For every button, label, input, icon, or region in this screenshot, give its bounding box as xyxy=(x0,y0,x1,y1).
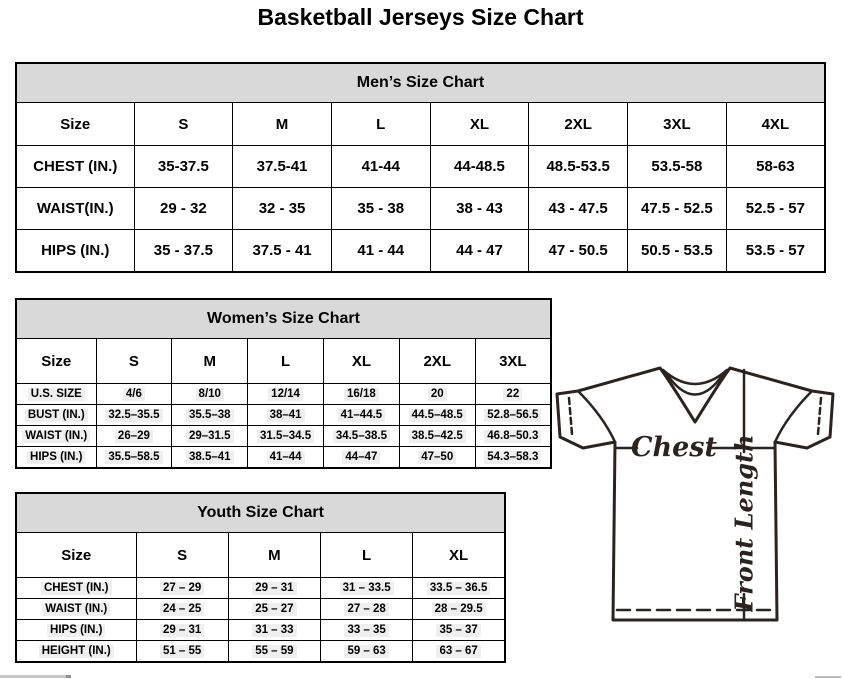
value-cell: 44–47 xyxy=(323,447,399,469)
value-cell: 27 – 29 xyxy=(136,578,228,599)
measurement-row xyxy=(16,146,825,188)
size-column-header: S xyxy=(134,103,233,146)
value-cell: 58-63 xyxy=(726,146,825,188)
value-cell: 48.5-53.5 xyxy=(529,146,628,188)
size-column-header: XL xyxy=(430,103,529,146)
size-column-header: M xyxy=(228,533,320,578)
jersey-outline-icon xyxy=(553,358,837,654)
womens-table-title-row xyxy=(16,299,551,339)
size-label-header: Size xyxy=(16,103,134,146)
row-label-cell: HEIGHT (IN.) xyxy=(16,641,136,663)
value-cell: 38 - 43 xyxy=(430,188,529,230)
value-cell: 46.8–50.3 xyxy=(475,426,551,447)
size-column-header: 2XL xyxy=(529,103,628,146)
row-label-cell: WAIST (IN.) xyxy=(16,426,96,447)
value-cell: 37.5-41 xyxy=(233,146,332,188)
value-cell: 16/18 xyxy=(323,384,399,405)
value-cell: 44 - 47 xyxy=(430,230,529,273)
size-column-header: L xyxy=(248,339,324,384)
size-column-header: M xyxy=(233,103,332,146)
mens-table-title-row xyxy=(16,63,825,103)
size-column-header: S xyxy=(96,339,172,384)
value-cell: 37.5 - 41 xyxy=(233,230,332,273)
page-title: Basketball Jerseys Size Chart xyxy=(257,4,584,30)
youth-size-table xyxy=(15,492,506,663)
value-cell: 35.5–38 xyxy=(172,405,248,426)
size-label-header: Size xyxy=(16,339,96,384)
value-cell: 50.5 - 53.5 xyxy=(628,230,727,273)
value-cell: 20 xyxy=(399,384,475,405)
value-cell: 24 – 25 xyxy=(136,599,228,620)
value-cell: 47–50 xyxy=(399,447,475,469)
value-cell: 59 – 63 xyxy=(321,641,413,663)
value-cell: 44-48.5 xyxy=(430,146,529,188)
measurement-row xyxy=(16,188,825,230)
womens-size-header-row xyxy=(16,339,551,384)
youth-size-header-row xyxy=(16,533,505,578)
size-column-header: 2XL xyxy=(399,339,475,384)
size-column-header: L xyxy=(321,533,413,578)
value-cell: 38.5–41 xyxy=(172,447,248,469)
value-cell: 29 – 31 xyxy=(228,578,320,599)
row-label-cell: CHEST (IN.) xyxy=(16,578,136,599)
value-cell: 38–41 xyxy=(248,405,324,426)
value-cell: 53.5 - 57 xyxy=(726,230,825,273)
value-cell: 54.3–58.3 xyxy=(475,447,551,469)
value-cell: 35.5–58.5 xyxy=(96,447,172,469)
value-cell: 32.5–35.5 xyxy=(96,405,172,426)
row-label-cell: HIPS (IN.) xyxy=(16,230,134,273)
value-cell: 35 - 38 xyxy=(331,188,430,230)
row-label-cell: HIPS (IN.) xyxy=(16,620,136,641)
mens-size-header-row xyxy=(16,103,825,146)
value-cell: 4/6 xyxy=(96,384,172,405)
bottom-left-scrollbar-thumb xyxy=(66,675,71,678)
row-label-cell: CHEST (IN.) xyxy=(16,146,134,188)
size-column-header: XL xyxy=(413,533,505,578)
measurement-row xyxy=(16,384,551,405)
value-cell: 35 – 37 xyxy=(413,620,505,641)
mens-table-title: Men’s Size Chart xyxy=(16,63,825,103)
size-column-header: L xyxy=(331,103,430,146)
value-cell: 32 - 35 xyxy=(233,188,332,230)
youth-table-title: Youth Size Chart xyxy=(16,493,505,533)
measurement-row xyxy=(16,426,551,447)
row-label-cell: WAIST (IN.) xyxy=(16,599,136,620)
measurement-row xyxy=(16,447,551,469)
value-cell: 22 xyxy=(475,384,551,405)
value-cell: 31.5–34.5 xyxy=(248,426,324,447)
measurement-row xyxy=(16,641,505,663)
size-column-header: XL xyxy=(323,339,399,384)
value-cell: 12/14 xyxy=(248,384,324,405)
value-cell: 29–31.5 xyxy=(172,426,248,447)
size-column-header: S xyxy=(136,533,228,578)
value-cell: 34.5–38.5 xyxy=(323,426,399,447)
measurement-row xyxy=(16,578,505,599)
size-column-header: 3XL xyxy=(628,103,727,146)
value-cell: 35 - 37.5 xyxy=(134,230,233,273)
measurement-row xyxy=(16,230,825,273)
value-cell: 35-37.5 xyxy=(134,146,233,188)
measurement-row xyxy=(16,405,551,426)
jersey-measurement-diagram xyxy=(553,358,837,654)
value-cell: 26–29 xyxy=(96,426,172,447)
value-cell: 55 – 59 xyxy=(228,641,320,663)
value-cell: 41–44 xyxy=(248,447,324,469)
value-cell: 25 – 27 xyxy=(228,599,320,620)
value-cell: 8/10 xyxy=(172,384,248,405)
value-cell: 29 – 31 xyxy=(136,620,228,641)
row-label-cell: BUST (IN.) xyxy=(16,405,96,426)
value-cell: 33 – 35 xyxy=(321,620,413,641)
value-cell: 47 - 50.5 xyxy=(529,230,628,273)
value-cell: 41–44.5 xyxy=(323,405,399,426)
size-column-header: 4XL xyxy=(726,103,825,146)
size-label-header: Size xyxy=(16,533,136,578)
value-cell: 52.5 - 57 xyxy=(726,188,825,230)
row-label-cell: HIPS (IN.) xyxy=(16,447,96,469)
value-cell: 47.5 - 52.5 xyxy=(628,188,727,230)
value-cell: 41 - 44 xyxy=(331,230,430,273)
measurement-row xyxy=(16,620,505,641)
value-cell: 27 – 28 xyxy=(321,599,413,620)
value-cell: 51 – 55 xyxy=(136,641,228,663)
value-cell: 31 – 33.5 xyxy=(321,578,413,599)
bottom-right-scrollbar-sliver xyxy=(815,676,841,678)
value-cell: 28 – 29.5 xyxy=(413,599,505,620)
size-column-header: 3XL xyxy=(475,339,551,384)
chest-measure-label: Chest xyxy=(631,432,717,463)
youth-table-title-row xyxy=(16,493,505,533)
value-cell: 52.8–56.5 xyxy=(475,405,551,426)
value-cell: 31 – 33 xyxy=(228,620,320,641)
size-column-header: M xyxy=(172,339,248,384)
row-label-cell: WAIST(IN.) xyxy=(16,188,134,230)
womens-table-title: Women’s Size Chart xyxy=(16,299,551,339)
front-length-measure-label: Front Length xyxy=(729,434,759,612)
value-cell: 33.5 – 36.5 xyxy=(413,578,505,599)
bottom-left-scrollbar-sliver xyxy=(0,675,70,678)
mens-size-table xyxy=(15,62,826,273)
value-cell: 63 – 67 xyxy=(413,641,505,663)
value-cell: 29 - 32 xyxy=(134,188,233,230)
measurement-row xyxy=(16,599,505,620)
row-label-cell: U.S. SIZE xyxy=(16,384,96,405)
value-cell: 41-44 xyxy=(331,146,430,188)
value-cell: 43 - 47.5 xyxy=(529,188,628,230)
value-cell: 53.5-58 xyxy=(628,146,727,188)
womens-size-table xyxy=(15,298,552,469)
value-cell: 44.5–48.5 xyxy=(399,405,475,426)
value-cell: 38.5–42.5 xyxy=(399,426,475,447)
